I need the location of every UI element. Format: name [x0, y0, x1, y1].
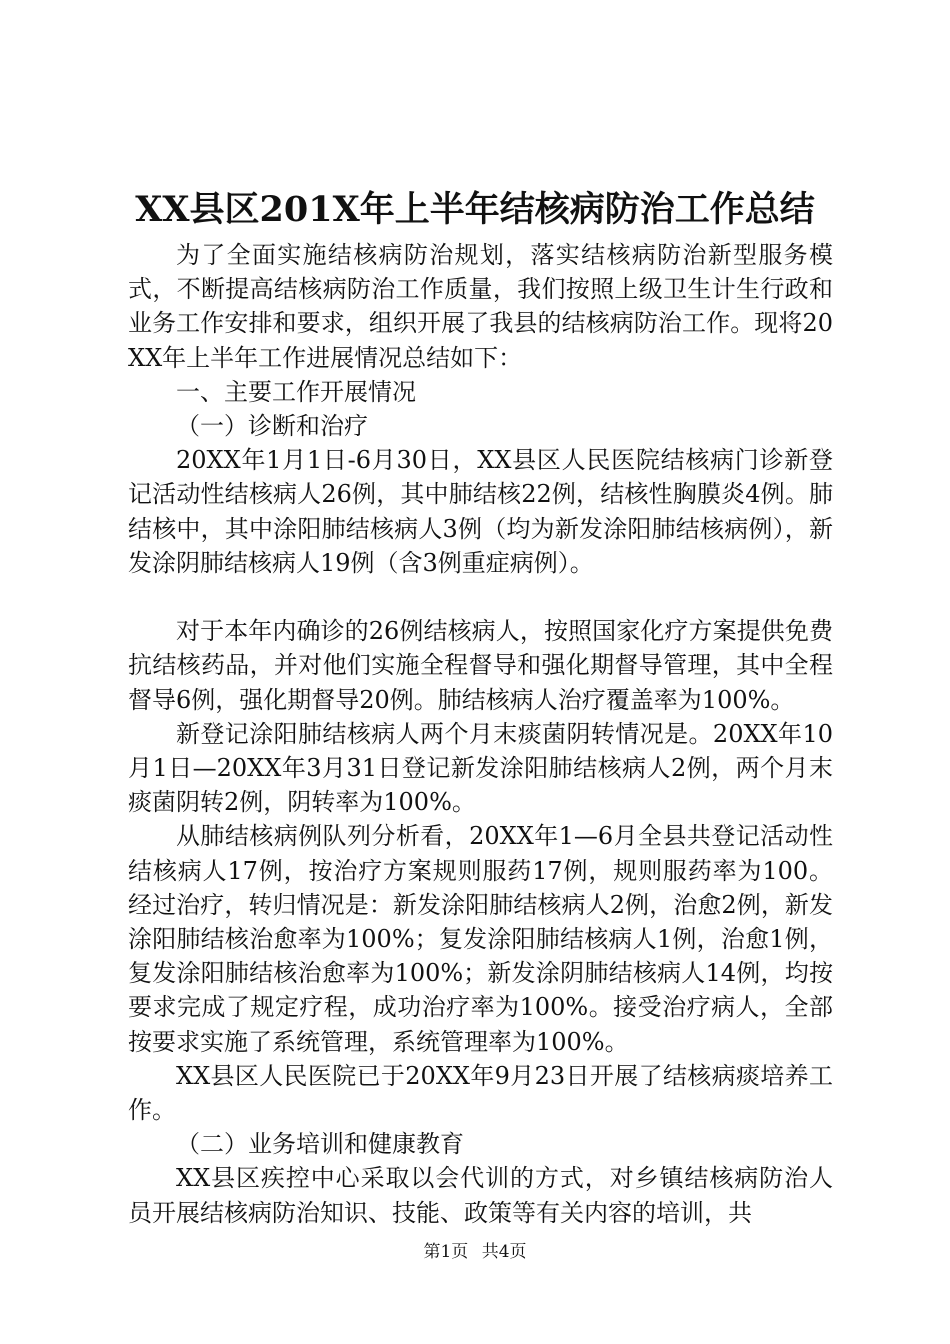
paragraph-spacer [128, 580, 833, 614]
treatment-paragraph: 对于本年内确诊的26例结核病人，按照国家化疗方案提供免费抗结核药品，并对他们实施全程督导和强化期督导管理，其中全程督导6例，强化期督导20例。肺结核病人治疗覆盖率为100%。 [128, 617, 833, 714]
intro-paragraph: 为了全面实施结核病防治规划，落实结核病防治新型服务模式，不断提高结核病防治工作质量，我们按照上级卫生计生行政和业务工作安排和要求，组织开展了我县的结核病防治工作。现将20XX年上半年工作进展情况总结如下： [128, 241, 833, 372]
section-heading: 一、主要工作开展情况 [176, 377, 416, 406]
document-title: XX县区201X年上半年结核病防治工作总结 [135, 189, 815, 230]
cohort-paragraph: 从肺结核病例队列分析看，20XX年1—6月全县共登记活动性结核病人17例，按治疗方案规则服药17例，规则服药率为100。经过治疗，转归情况是：新发涂阳肺结核病人2例，治愈2例，新发涂阳肺结核治愈率为100%；复发涂阳肺结核病人1例，治愈1例，复发涂阳肺结核治愈率为100%；新发涂阴肺结核病人14例，均按要求完成了规定疗程，成功治疗率为100%。接受治疗病人，全部按要求实施了系统管理，系统管理率为100%。 [128, 822, 833, 1056]
subsection-heading: （二）业务培训和健康教育 [176, 1130, 464, 1159]
page-footer [0, 1240, 950, 1264]
document-body [128, 238, 833, 1230]
page-number: 第1页 [423, 1242, 469, 1262]
page-total: 共4页 [481, 1242, 527, 1262]
conversion-paragraph: 新登记涂阳肺结核病人两个月末痰菌阴转情况是。20XX年10月1日—20XX年3月31日登记新发涂阳肺结核病人2例，两个月末痰菌阴转2例，阴转率为100%。 [128, 719, 833, 817]
training-paragraph: XX县区疾控中心采取以会代训的方式，对乡镇结核病防治人员开展结核病防治知识、技能、政策等有关内容的培训，共 [128, 1164, 833, 1227]
diagnosis-paragraph: 20XX年1月1日-6月30日，XX县区人民医院结核病门诊新登记活动性结核病人26例，其中肺结核22例，结核性胸膜炎4例。肺结核中，其中涂阳肺结核病人3例（均为新发涂阳肺结核病例），新发涂阴肺结核病人19例（含3例重症病例）。 [128, 446, 833, 577]
culture-paragraph: XX县区人民医院已于20XX年9月23日开展了结核病痰培养工作。 [128, 1061, 833, 1125]
subsection-heading: （一）诊断和治疗 [176, 412, 368, 441]
